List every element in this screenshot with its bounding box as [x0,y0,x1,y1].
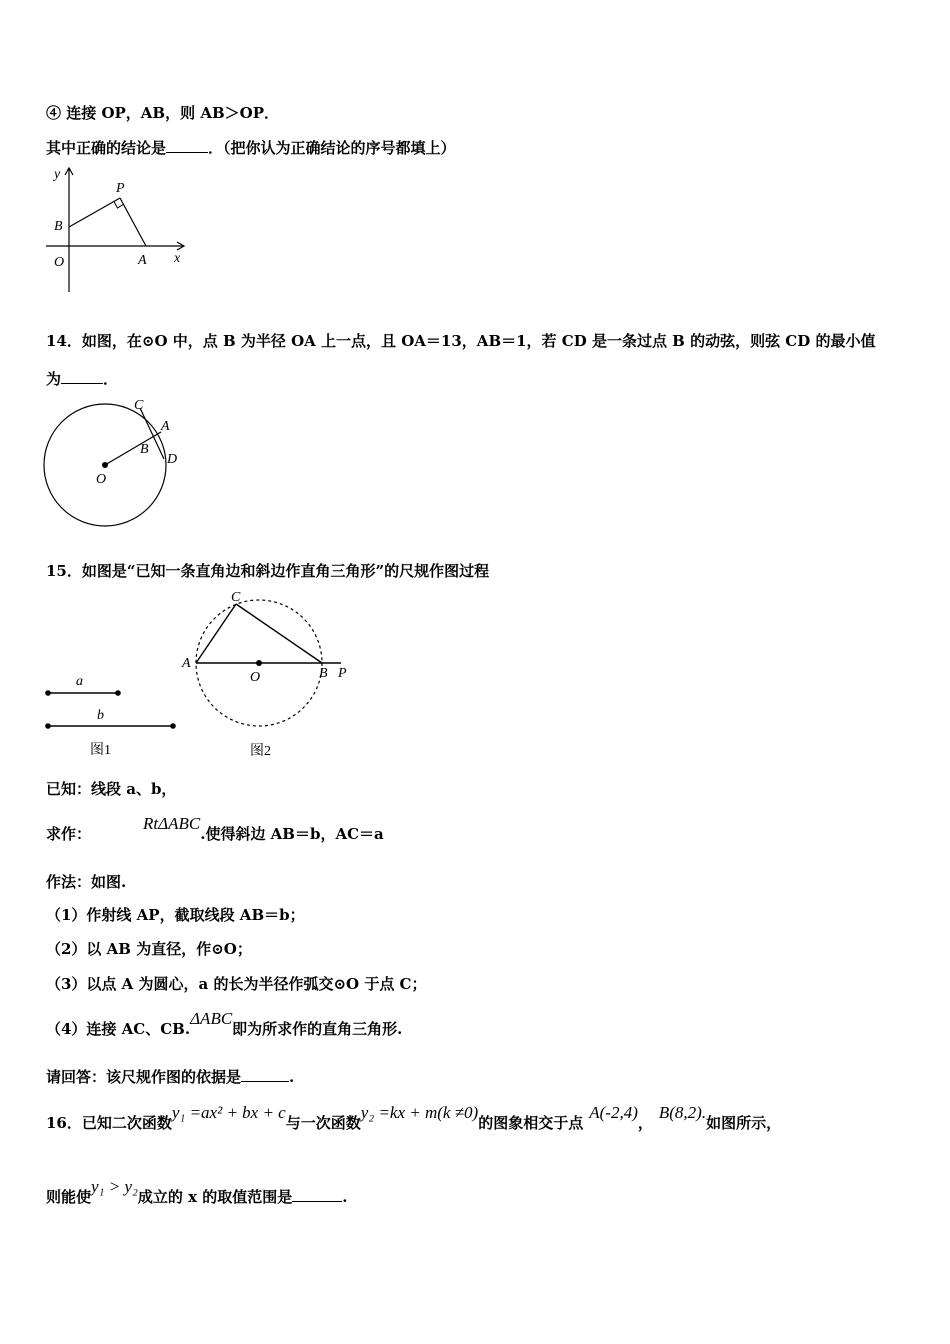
q16-p3: 的图象相交于点 [478,1114,584,1132]
q14-line2-pre: 为 [46,370,62,388]
q15-require-post: .使得斜边 AB＝b，AC＝a [200,825,384,843]
point-a-label: A [182,656,191,671]
q13-item4: ④ 连接 OP，AB，则 AB＞OP． [46,104,279,122]
q15-method: 作法：如图. [46,873,127,891]
q16-l2-post: 成立的 x 的取值范围是 [137,1188,293,1206]
q16-line2 [46,1177,348,1207]
q13-prompt-post: ．（把你认为正确结论的序号都填上） [208,139,456,157]
q15-step2: （2）以 AB 为直径，作⊙O； [46,940,252,958]
rt-triangle-math: RtΔABC [143,814,201,833]
point-p-label: P [338,666,347,681]
q15-title: 15．如图是“已知一条直角边和斜边作直角三角形”的尺规作图过程 [46,562,490,580]
q16-p2: 与一次函数 [285,1114,361,1132]
quadratic-function-math: y₁ =ax² + bx + c [171,1103,286,1122]
answer-blank [241,1067,289,1082]
q15-step4 [46,1009,403,1039]
q15-require [46,814,384,844]
q16-l2-end: . [342,1188,348,1206]
q13-figure [44,164,190,298]
point-p-label: P [116,181,125,196]
q15-step1: （1）作射线 AP，截取线段 AB＝b； [46,906,305,924]
point-c-label: C [231,590,241,605]
q16-p4: ， [637,1114,653,1132]
linear-function-math: y₂ =kx + m(k ≠0) [360,1103,479,1122]
axis-x-label: x [174,251,181,266]
q16-p5: 如图所示， [706,1114,782,1132]
point-d-label: D [167,452,178,467]
point-b-label: B [54,219,63,234]
q15-figure2 [176,588,356,763]
point-a-math: A(-2,4) [589,1103,638,1122]
q15-answer [46,1066,294,1087]
q14-figure [40,395,190,530]
point-o-label: O [96,472,107,487]
q14-line2 [46,368,118,389]
point-o-label: O [54,255,65,270]
point-b-label: B [319,666,328,681]
q14-line1: 14．如图，在⊙O 中，点 B 为半径 OA 上一点，且 OA＝13，AB＝1，若 CD 是一条过点 B 的动弦，则弦 CD 的最小值 [46,332,876,350]
axis-y-label: y [54,167,61,182]
q16-l2-pre: 则能使 [46,1188,92,1206]
q15-step3: （3）以点 A 为圆心，a 的长为半径作弧交⊙O 于点 C； [46,975,427,993]
q15-figure1 [40,668,185,763]
q15-answer-pre: 请回答：该尺规作图的依据是 [46,1068,242,1086]
segment-b-label: b [97,708,104,723]
point-a-label: A [161,419,170,434]
answer-blank [166,138,208,153]
answer-blank [61,369,103,384]
inequality-math: y₁ > y₂ [91,1177,138,1196]
q13-prompt [46,137,456,158]
q16-p1: 16．已知二次函数 [46,1114,172,1132]
point-a-label: A [138,253,147,268]
point-c-label: C [134,398,144,413]
point-b-label: B [140,442,149,457]
q13-prompt-pre: 其中正确的结论是 [46,139,167,157]
q15-require-pre: 求作： [46,825,92,843]
q15-known: 已知：线段 a、b， [46,780,177,798]
point-b-math: B(8,2). [658,1103,707,1122]
figure1-caption: 图1 [90,743,111,758]
q16-line1 [46,1103,782,1133]
q15-step4-post: 即为所求作的直角三角形. [232,1020,403,1038]
answer-blank [292,1187,342,1202]
q14-line2-post: ． [103,370,119,388]
triangle-math: ΔABC [190,1009,233,1028]
point-o-label: O [250,670,261,685]
segment-a-label: a [76,674,83,689]
q15-answer-post: . [289,1068,295,1086]
q15-step4-pre: （4）连接 AC、CB. [46,1020,191,1038]
figure2-caption: 图2 [250,744,271,759]
